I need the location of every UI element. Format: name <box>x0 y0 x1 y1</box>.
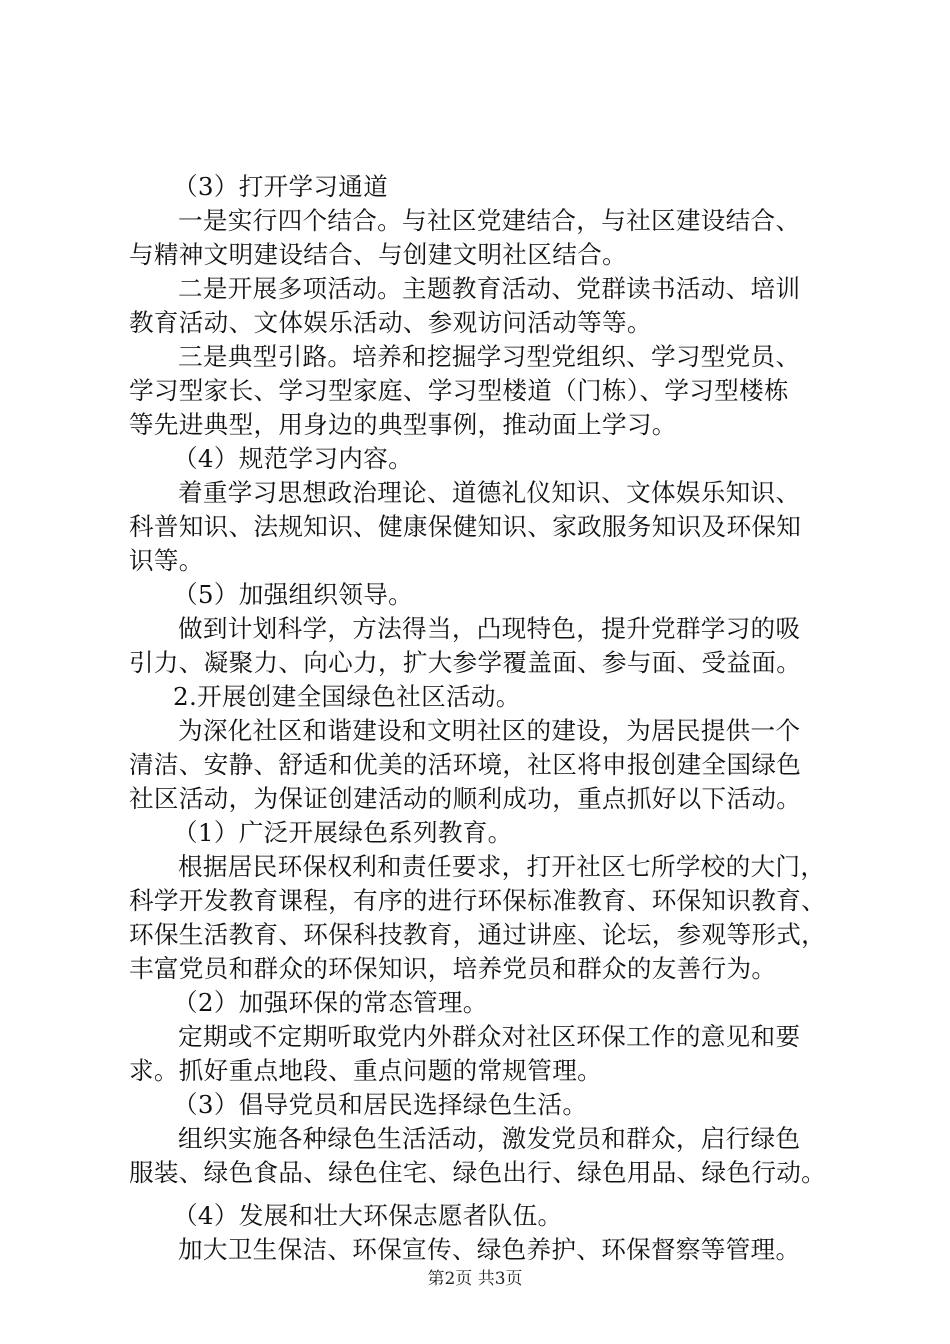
subsection-heading: （1）广泛开展绿色系列教育。 <box>173 818 513 847</box>
document-body <box>129 170 834 1267</box>
paragraph-line: 做到计划科学，方法得当，凸现特色，提升党群学习的吸 <box>178 614 801 643</box>
paragraph-line: 社区活动，为保证创建活动的顺利成功，重点抓好以下活动。 <box>129 784 802 813</box>
paragraph-line: 教育活动、文体娱乐活动、参观访问活动等等。 <box>129 308 652 337</box>
subsection-heading: （4）发展和壮大环保志愿者队伍。 <box>173 1201 563 1230</box>
paragraph-line: 加大卫生保洁、环保宣传、绿色养护、环保督察等管理。 <box>178 1235 801 1264</box>
paragraph-line: 等先进典型，用身边的典型事例，推动面上学习。 <box>129 410 677 439</box>
paragraph-line: 清洁、安静、舒适和优美的活环境，社区将申报创建全国绿色 <box>129 750 802 779</box>
paragraph-line: 识等。 <box>129 546 204 575</box>
page-number-footer: 第2页 共3页 <box>427 1269 523 1289</box>
paragraph-line: 二是开展多项活动。主题教育活动、党群读书活动、培训 <box>178 274 801 303</box>
paragraph-line: 环保生活教育、环保科技教育，通过讲座、论坛，参观等形式， <box>129 920 827 949</box>
paragraph-line: 引力、凝聚力、向心力，扩大参学覆盖面、参与面、受益面。 <box>129 648 802 677</box>
paragraph-line: 三是典型引路。培养和挖掘学习型党组织、学习型党员、 <box>178 342 801 371</box>
paragraph-line: 服装、绿色食品、绿色住宅、绿色出行、绿色用品、绿色行动。 <box>129 1158 827 1187</box>
paragraph-line: 与精神文明建设结合、与创建文明社区结合。 <box>129 240 627 269</box>
paragraph-line: 组织实施各种绿色生活活动，激发党员和群众，启行绿色 <box>178 1124 801 1153</box>
section-heading: 2.开展创建全国绿色社区活动。 <box>173 682 521 711</box>
subsection-heading: （3）倡导党员和居民选择绿色生活。 <box>173 1090 588 1119</box>
subsection-heading: （5）加强组织领导。 <box>173 580 413 609</box>
subsection-heading: （3）打开学习通道 <box>173 172 389 201</box>
paragraph-line: 根据居民环保权利和责任要求，打开社区七所学校的大门， <box>178 852 826 881</box>
subsection-heading: （4）规范学习内容。 <box>173 444 413 473</box>
paragraph-line: 科学开发教育课程，有序的进行环保标准教育、环保知识教育、 <box>129 886 827 915</box>
paragraph-line: 一是实行四个结合。与社区党建结合，与社区建设结合、 <box>178 206 801 235</box>
paragraph-line: 定期或不定期听取党内外群众对社区环保工作的意见和要 <box>178 1022 801 1051</box>
paragraph-line: 科普知识、法规知识、健康保健知识、家政服务知识及环保知 <box>129 512 802 541</box>
subsection-heading: （2）加强环保的常态管理。 <box>173 988 488 1017</box>
paragraph-line: 为深化社区和谐建设和文明社区的建设，为居民提供一个 <box>178 716 801 745</box>
paragraph-line: 学习型家长、学习型家庭、学习型楼道（门栋）、学习型楼栋 <box>129 376 789 405</box>
paragraph-line: 丰富党员和群众的环保知识，培养党员和群众的友善行为。 <box>129 954 777 983</box>
paragraph-line: 求。抓好重点地段、重点问题的常规管理。 <box>129 1056 602 1085</box>
paragraph-line: 着重学习思想政治理论、道德礼仪知识、文体娱乐知识、 <box>178 478 801 507</box>
